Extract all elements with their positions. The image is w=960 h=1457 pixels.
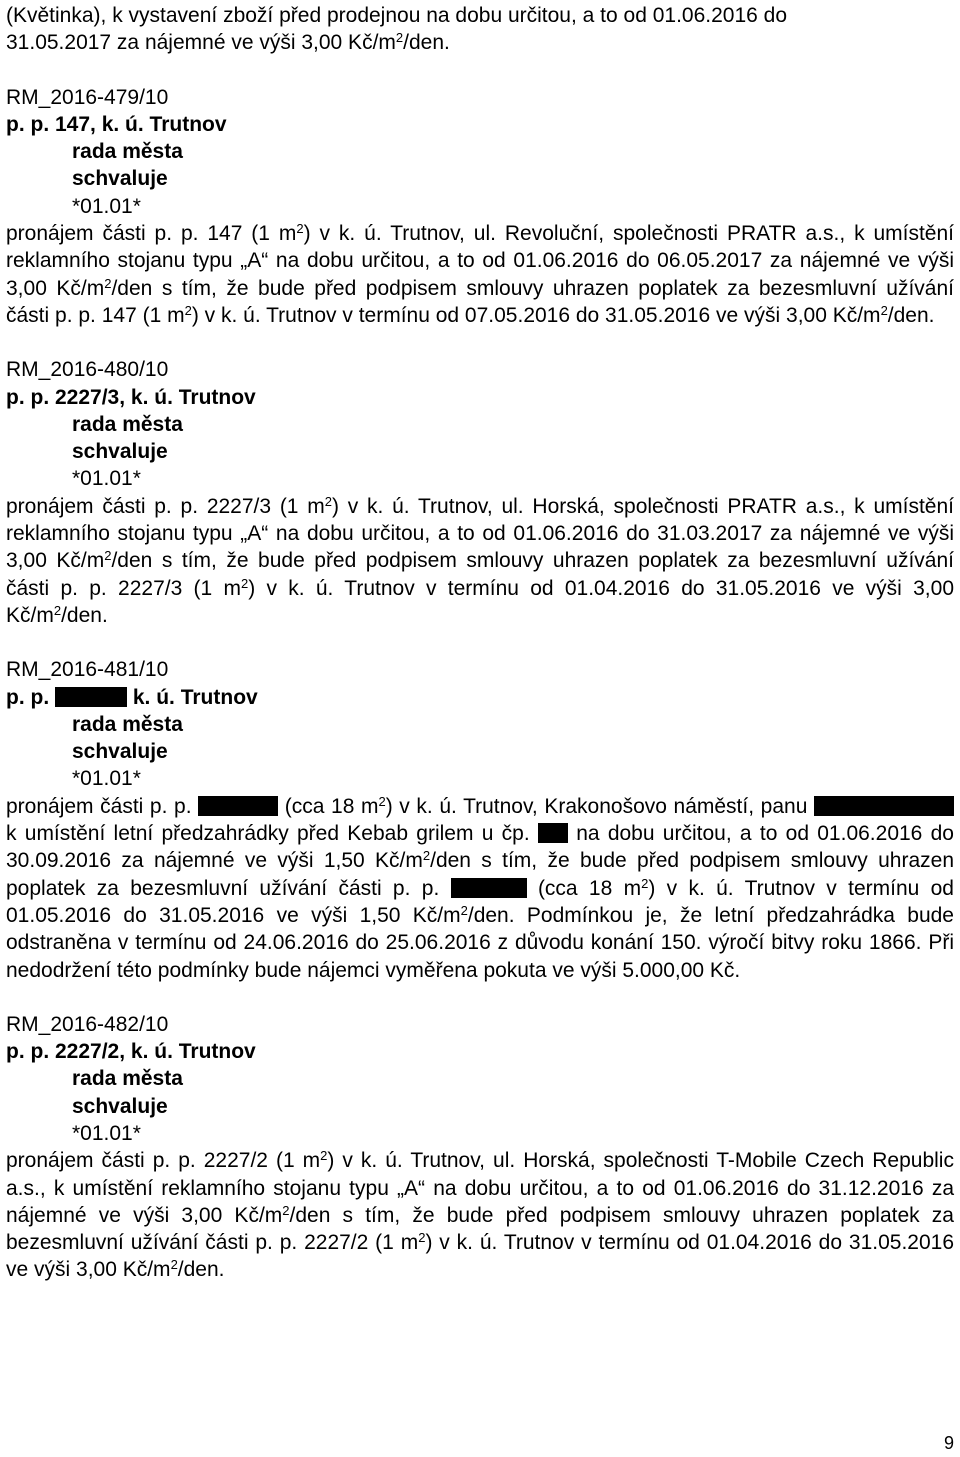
- intro-line-3: /den.: [403, 31, 450, 55]
- redaction-block: [55, 687, 127, 707]
- resolution-id: RM_2016-480/10: [6, 358, 169, 382]
- resolution-text: pronájem části p. p. 2227/3 (1 $m^2$) v k. ú. Trutnov, ul. Horská, společnosti PRATR a.s., k umístění reklamního stojanu typu „A“ na dobu určitou, a to od 01.06.2016 do 31.03.2017 za nájemné ve výši 3,00 $Kč/m^2$/den s tím, že bude před podpisem smlouvy uhrazen poplatek za bezesmluvní užívání části p. p. 2227/3 (1 $m^2$) v k. ú. Trutnov v termínu od 01.04.2016 do 31.05.2016 ve výši 3,00 $Kč/m^2$/den.: [6, 493, 954, 627]
- redaction-block: [538, 823, 568, 843]
- intro-line-1: (Květinka), k vystavení zboží před prodejnou na dobu určitou, a to od 01.06.2016 do: [6, 4, 788, 27]
- resolution-text: pronájem části p. p. 2227/2 (1 $m^2$) v k. ú. Trutnov, ul. Horská, společnosti T-Mobile Czech Republic a.s., k umístění reklamního stojanu typu „A“ na dobu určitou, a to od 01.06.2016 do 31.12.2016 za nájemné ve výši 3,00 $Kč/m^2$/den s tím, že bude před podpisem smlouvy uhrazen poplatek za bezesmluvní užívání části p. p. 2227/2 (1 $m^2$) v k. ú. Trutnov v termínu od 01.04.2016 do 31.05.2016 ve výši 3,00 $Kč/m^2$/den.: [6, 1148, 954, 1282]
- intro-paragraph: [6, 2, 954, 57]
- intro-line-2: 31.05.2017 za nájemné ve výši 3,00 Kč/m: [6, 31, 396, 55]
- resolution-code: *01.01*: [72, 467, 141, 491]
- resolution-id: RM_2016-482/10: [6, 1012, 169, 1036]
- superscript: 2: [395, 30, 404, 46]
- body-label: rada města: [72, 1067, 183, 1091]
- resolution-code: *01.01*: [72, 1121, 141, 1145]
- parcel-heading: p. p. 147, k. ú. Trutnov: [6, 112, 227, 136]
- resolution-text: pronájem části p. p. (cca 18 $m^2$) v k. ú. Trutnov, Krakonošovo náměstí, panu k umístění letní předzahrádky před Kebab grilem u čp. na dobu určitou, a to od 01.06.2016 do 30.09.2016 za nájemné ve výši 1,50 $Kč/m^2$/den s tím, že bude před podpisem smlouvy uhrazen poplatek za bezesmluvní užívání části p. p. (cca 18 $m^2$) v k. ú. Trutnov v termínu od 01.05.2016 do 31.05.2016 ve výši 1,50 $Kč/m^2$/den. Podmínkou je, že letní předzahrádka bude odstraněna v termínu od 24.06.2016 do 25.06.2016 z důvodu konání 150. výročí bitvy roku 1866. Při nedodržení této podmínky bude nájemci vyměřena pokuta ve výši 5.000,00 Kč.: [6, 793, 954, 982]
- redaction-block: [814, 796, 954, 816]
- action-label: schvaluje: [72, 167, 168, 191]
- body-label: rada města: [72, 412, 183, 436]
- resolution-id: RM_2016-481/10: [6, 658, 169, 682]
- resolution-text: pronájem části p. p. 147 (1 $m^2$) v k. ú. Trutnov, ul. Revoluční, společnosti PRATR a.s., k umístění reklamního stojanu typu „A“ na dobu určitou, a to od 01.06.2016 do 06.05.2017 za nájemné ve výši 3,00 $Kč/m^2$/den s tím, že bude před podpisem smlouvy uhrazen poplatek za bezesmluvní užívání části p. p. 147 (1 $m^2$) v k. ú. Trutnov v termínu od 07.05.2016 do 31.05.2016 ve výši 3,00 $Kč/m^2$/den.: [6, 221, 955, 327]
- document-body: [6, 2, 954, 1284]
- page-number: 9: [943, 1433, 954, 1453]
- resolution-code: *01.01*: [72, 194, 141, 218]
- redaction-block: [198, 796, 278, 816]
- resolution-code: *01.01*: [72, 767, 141, 791]
- parcel-heading: p. p. k. ú. Trutnov: [6, 685, 258, 709]
- action-label: schvaluje: [72, 440, 168, 464]
- body-label: rada města: [72, 712, 183, 736]
- parcel-heading: p. p. 2227/2, k. ú. Trutnov: [6, 1040, 256, 1064]
- body-label: rada města: [72, 140, 183, 164]
- action-label: schvaluje: [72, 1094, 168, 1118]
- resolution-id: RM_2016-479/10: [6, 85, 169, 109]
- action-label: schvaluje: [72, 740, 168, 764]
- redaction-block: [451, 878, 527, 898]
- parcel-heading: p. p. 2227/3, k. ú. Trutnov: [6, 385, 256, 409]
